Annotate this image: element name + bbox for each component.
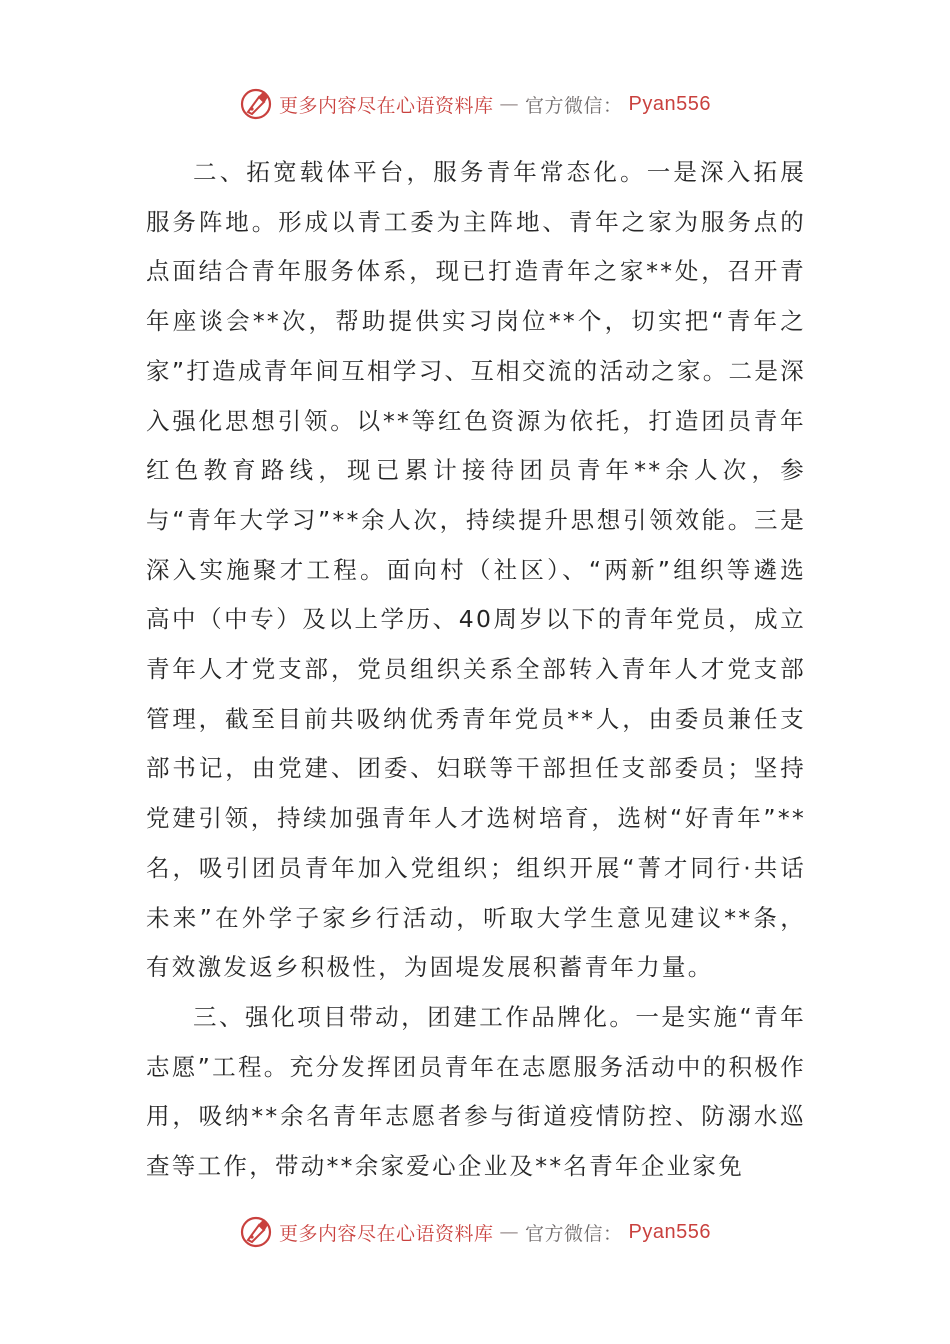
- pen-nib-logo-icon: [239, 87, 273, 121]
- header-banner-title: 更多内容尽在心语资料库: [279, 94, 494, 117]
- header-wechat-id: Pyan556: [628, 92, 711, 115]
- footer-banner-dash: —: [499, 1221, 520, 1243]
- footer-wechat-label: 官方微信：: [525, 1222, 623, 1245]
- footer-banner-inner: [239, 1215, 711, 1249]
- header-wechat-label: 官方微信：: [525, 94, 623, 117]
- footer-wechat-id: Pyan556: [628, 1220, 711, 1243]
- header-banner-inner: [239, 87, 711, 121]
- header-banner-dash: —: [499, 93, 520, 115]
- footer-banner-title: 更多内容尽在心语资料库: [279, 1222, 494, 1245]
- body-content: [146, 148, 806, 1192]
- body-paragraph-2: 二、拓宽载体平台，服务青年常态化。一是深入拓展服务阵地。形成以青工委为主阵地、青年之家为服务点的点面结合青年服务体系，现已打造青年之家**处，召开青年座谈会**次，帮助提供实习岗位**个，切实把“青年之家”打造成青年间互相学习、互相交流的活动之家。二是深入强化思想引领。以**等红色资源为依托，打造团员青年红色教育路线，现已累计接待团员青年**余人次，参与“青年大学习”**余人次，持续提升思想引领效能。三是深入实施聚才工程。面向村（社区）、“两新”组织等遴选高中（中专）及以上学历、40周岁以下的青年党员，成立青年人才党支部，党员组织关系全部转入青年人才党支部管理，截至目前共吸纳优秀青年党员**人，由委员兼任支部书记，由党建、团委、妇联等干部担任支部委员；坚持党建引领，持续加强青年人才选树培育，选树“好青年”**名，吸引团员青年加入党组织；组织开展“菁才同行·共话未来”在外学子家乡行活动，听取大学生意见建议**条，有效激发返乡积极性，为固堤发展积蓄青年力量。: [146, 158, 806, 982]
- header-watermark-banner: [0, 84, 950, 124]
- footer-watermark-banner: [0, 1212, 950, 1252]
- body-paragraph-3: 三、强化项目带动，团建工作品牌化。一是实施“青年志愿”工程。充分发挥团员青年在志愿服务活动中的积极作用，吸纳**余名青年志愿者参与街道疫情防控、防溺水巡查等工作，带动**余家爱心企业及**名青年企业家免: [146, 1002, 806, 1181]
- pen-nib-logo-icon: [239, 1215, 273, 1249]
